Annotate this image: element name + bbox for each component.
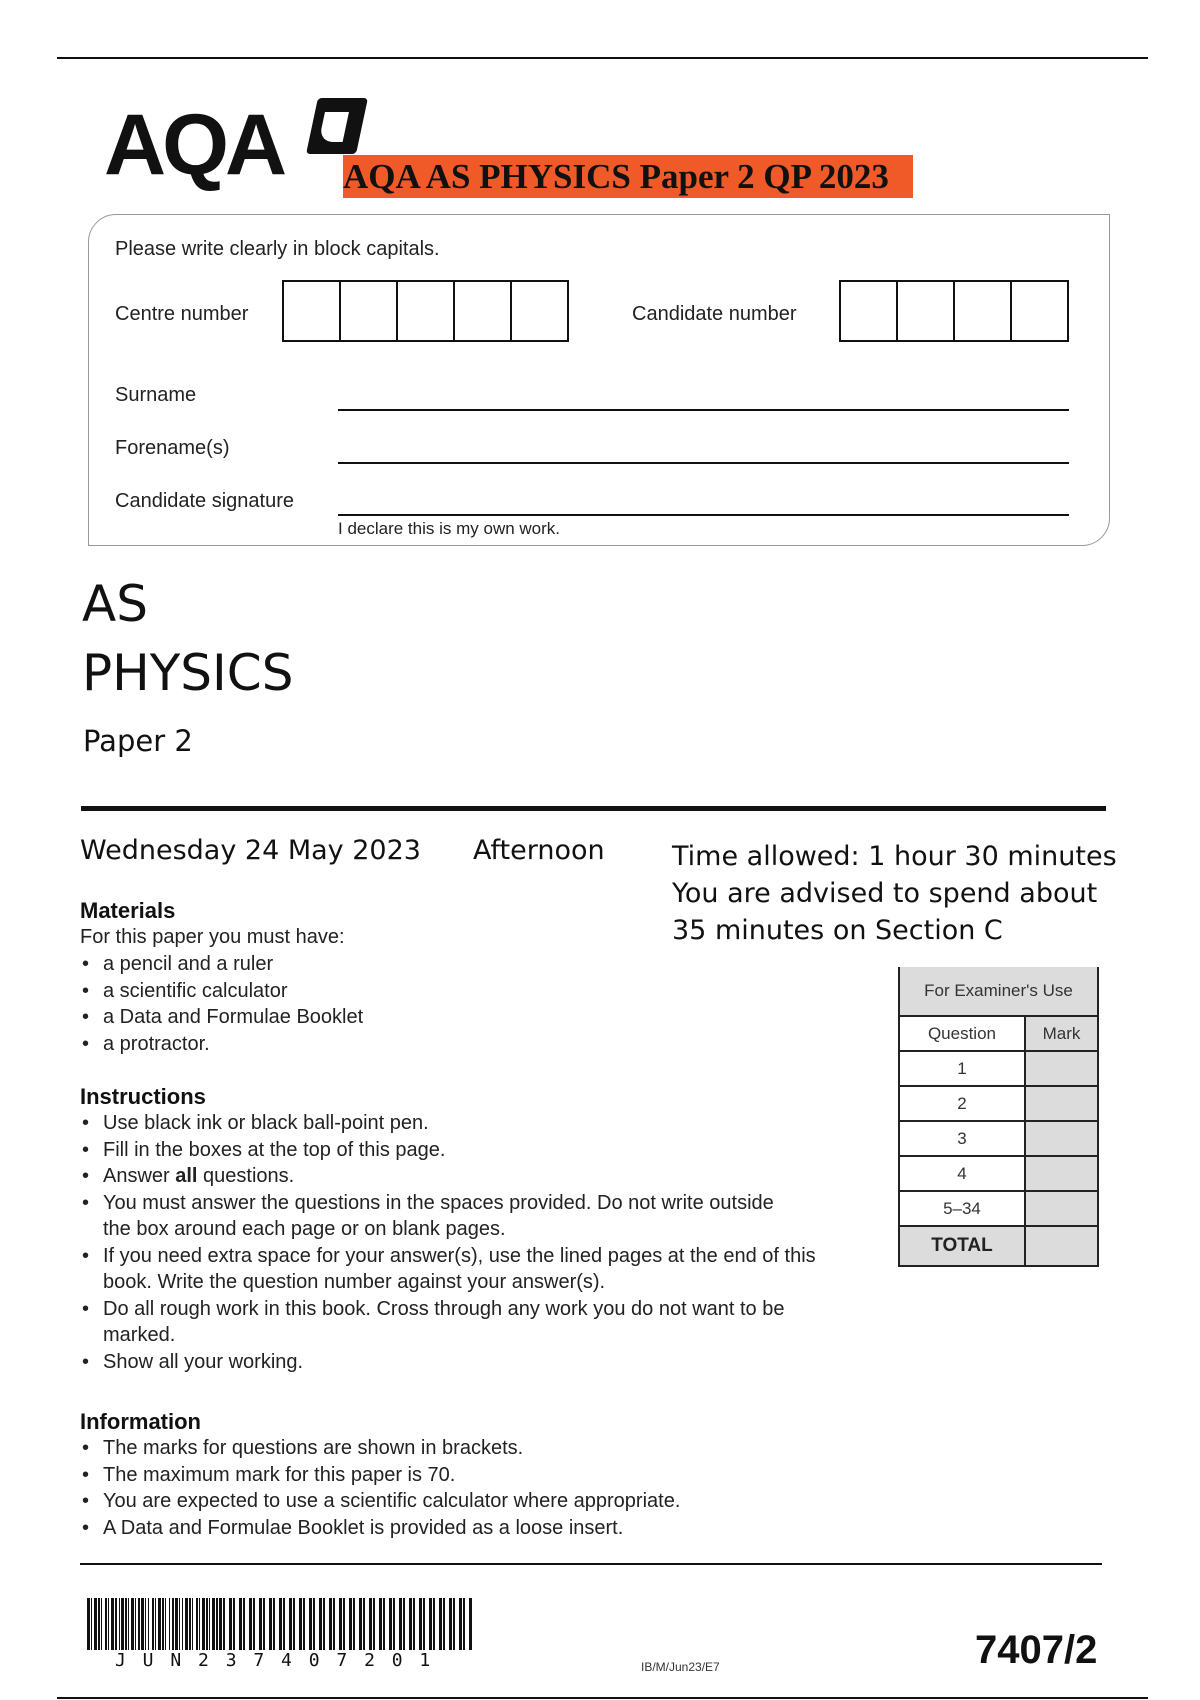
time-allowed (672, 838, 1117, 949)
title-banner: AQA AS PHYSICS Paper 2 QP 2023 (343, 155, 913, 198)
table-row (899, 1121, 1098, 1156)
exam-session: Afternoon (473, 835, 605, 866)
surname-input[interactable] (338, 409, 1069, 411)
list-item: • Fill in the boxes at the top of this page. (80, 1137, 860, 1164)
level-heading: AS (82, 575, 148, 633)
table-row (899, 1156, 1098, 1191)
paper-reference: IB/M/Jun23/E7 (641, 1660, 720, 1674)
exam-date: Wednesday 24 May 2023 (80, 835, 421, 866)
information-section (80, 1409, 680, 1541)
barcode-text: J U N 2 3 7 4 0 7 2 0 1 (115, 1650, 434, 1671)
centre-number-label: Centre number (115, 303, 249, 325)
examiner-use-table (898, 967, 1099, 1267)
table-row (899, 1191, 1098, 1226)
footer-rule (80, 1563, 1102, 1565)
barcode (87, 1598, 472, 1650)
forename-label: Forename(s) (115, 437, 230, 459)
mark-cell (1025, 1156, 1098, 1191)
mark-cell (1025, 1051, 1098, 1086)
total-label: TOTAL (899, 1226, 1025, 1266)
paper-code: 7407/2 (975, 1628, 1098, 1672)
mark-column-header: Mark (1025, 1016, 1098, 1051)
table-row (899, 1051, 1098, 1086)
instructions-section (80, 1084, 870, 1375)
mark-cell (1025, 1086, 1098, 1121)
list-item: • The maximum mark for this paper is 70. (80, 1462, 680, 1489)
total-mark-cell (1025, 1226, 1098, 1266)
list-item: • Show all your working. (80, 1349, 860, 1376)
mark-cell (1025, 1121, 1098, 1156)
bottom-rule (57, 1697, 1148, 1699)
list-item: • A Data and Formulae Booklet is provided as a loose insert. (80, 1515, 680, 1542)
list-item: • a protractor. (80, 1031, 363, 1058)
table-row (899, 1226, 1098, 1266)
surname-label: Surname (115, 384, 197, 406)
mark-cell (1025, 1191, 1098, 1226)
form-instruction: Please write clearly in block capitals. (115, 238, 440, 260)
candidate-number-input[interactable] (839, 280, 1069, 342)
aqa-logo-mark-icon (306, 98, 368, 154)
list-item: • Answer all questions. (80, 1163, 860, 1190)
candidate-number-label: Candidate number (632, 303, 797, 325)
table-row (899, 1086, 1098, 1121)
title-rule (81, 806, 1106, 811)
list-item: • a scientific calculator (80, 978, 363, 1005)
signature-input[interactable] (338, 514, 1069, 516)
list-item: • If you need extra space for your answer(s), use the lined pages at the end of this book. Write the question number against your answer(s). (80, 1243, 860, 1296)
advice-line-1: You are advised to spend about (672, 878, 1098, 909)
question-number: 1 (899, 1051, 1025, 1086)
centre-number-input[interactable] (282, 280, 569, 342)
question-number: 2 (899, 1086, 1025, 1121)
materials-section (80, 898, 363, 1057)
information-heading: Information (80, 1409, 201, 1434)
advice-line-2: 35 minutes on Section C (672, 915, 1003, 946)
list-item: • You must answer the questions in the spaces provided. Do not write outside the box around each page or on blank pages. (80, 1190, 860, 1243)
materials-intro: For this paper you must have: (80, 926, 345, 948)
top-rule (57, 57, 1148, 59)
list-item: • Use black ink or black ball-point pen. (80, 1110, 860, 1137)
aqa-logo: AQA (104, 97, 284, 193)
list-item: • a pencil and a ruler (80, 951, 363, 978)
declaration-text: I declare this is my own work. (338, 519, 561, 538)
barcode-bar (469, 1598, 472, 1650)
signature-label: Candidate signature (115, 490, 295, 512)
instructions-heading: Instructions (80, 1084, 206, 1109)
subject-heading: PHYSICS (82, 644, 294, 702)
forename-input[interactable] (338, 462, 1069, 464)
paper-heading: Paper 2 (83, 724, 193, 758)
question-number: 3 (899, 1121, 1025, 1156)
list-item: • The marks for questions are shown in brackets. (80, 1435, 680, 1462)
question-number: 5–34 (899, 1191, 1025, 1226)
examiner-table-title: For Examiner's Use (899, 967, 1098, 1016)
time-allowed-text: Time allowed: 1 hour 30 minutes (672, 841, 1117, 872)
list-item: • You are expected to use a scientific calculator where appropriate. (80, 1488, 680, 1515)
question-column-header: Question (899, 1016, 1025, 1051)
materials-heading: Materials (80, 898, 176, 923)
question-number: 4 (899, 1156, 1025, 1191)
list-item: • a Data and Formulae Booklet (80, 1004, 363, 1031)
list-item: • Do all rough work in this book. Cross through any work you do not want to be marked. (80, 1296, 860, 1349)
